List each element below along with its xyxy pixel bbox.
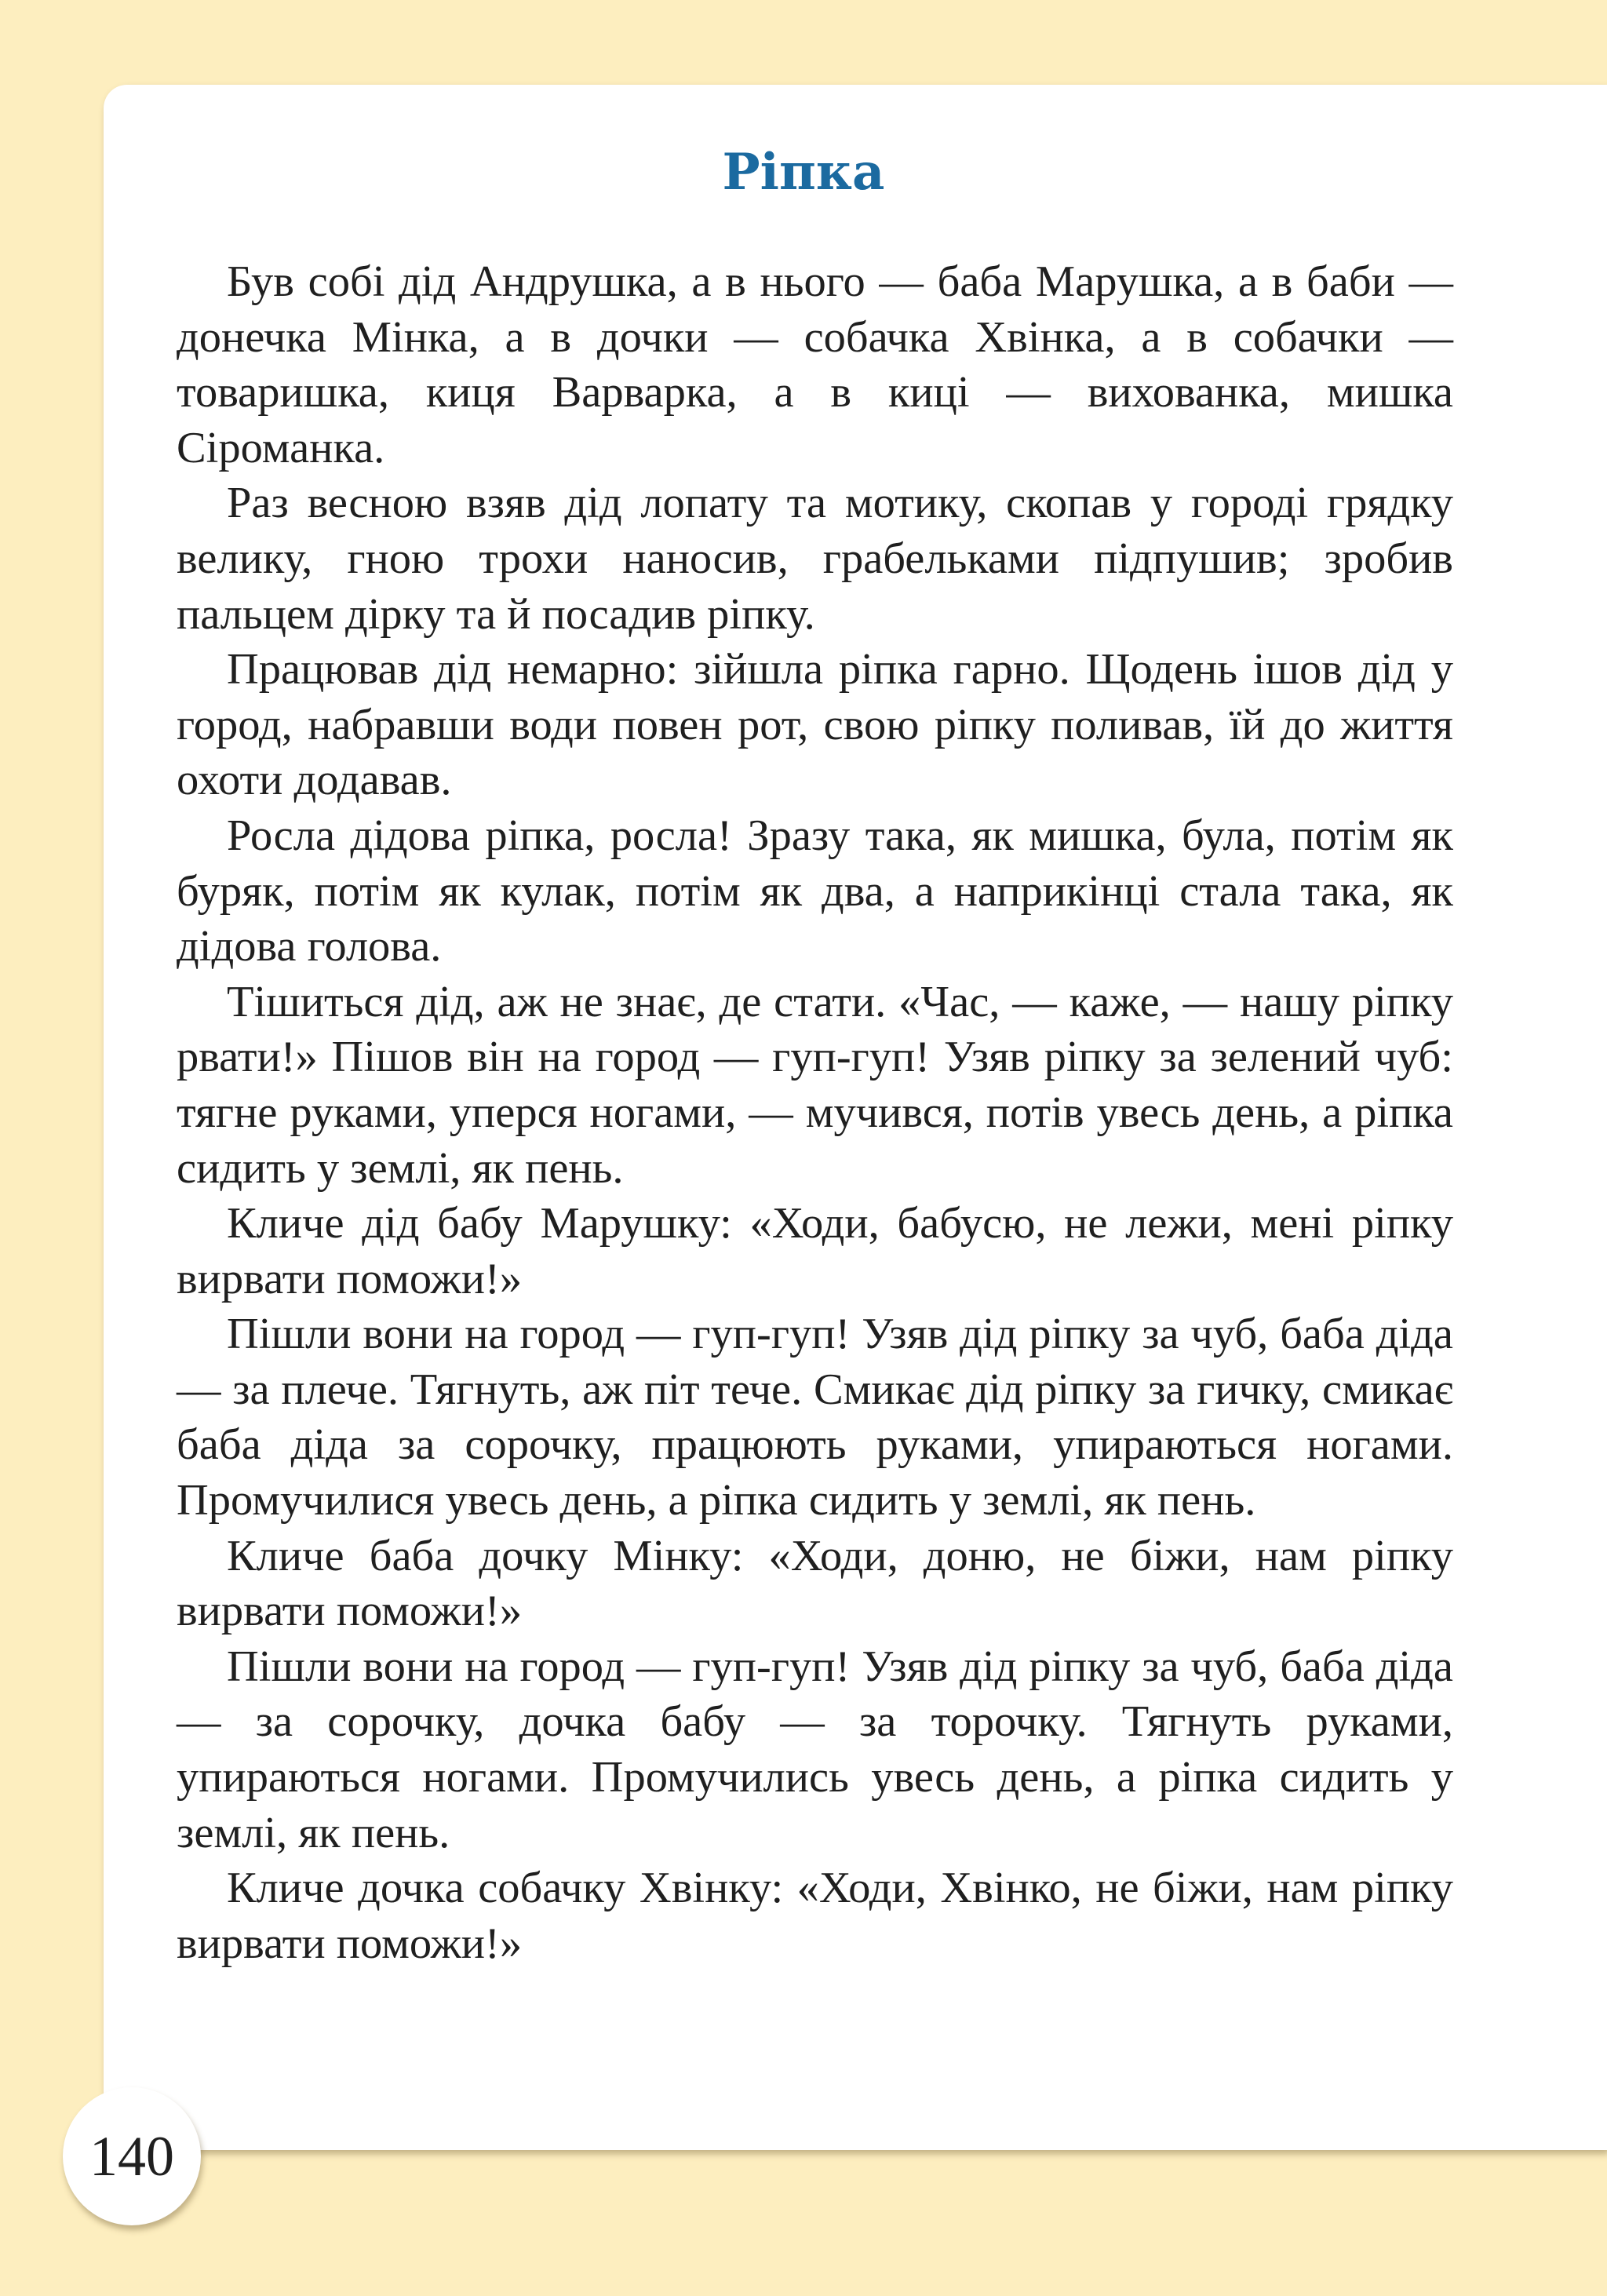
paragraph: Був собі дід Андрушка, а в нього — баба Марушка, а в баби — донечка Мінка, а в дочки — собачка Хвінка, а в собачки — товаришка, киця Варварка, а в киці — вихованка, мишка Сіроманка.: [177, 257, 1453, 472]
paragraph: Кличе дочка собачку Хвінку: «Ходи, Хвінко, не біжи, нам ріпку вирвати поможи!»: [177, 1864, 1453, 1968]
page-number: 140: [63, 2087, 201, 2225]
story-text: [177, 254, 1453, 1971]
paragraph: Тішиться дід, аж не знає, де стати. «Час, — каже, — нашу ріпку рвати!» Пішов він на город — гуп-гуп! Узяв ріпку за зелений чуб: тягне руками, уперся ногами, — мучився, потів увесь день, а ріпка сидить у землі, як пень.: [177, 977, 1453, 1193]
paragraph: Кличе дід бабу Марушку: «Ходи, бабусю, не лежи, мені ріпку вирвати поможи!»: [177, 1199, 1453, 1303]
paragraph: Раз весною взяв дід лопату та мотику, скопав у городі грядку велику, гною трохи наносив, грабельками підпушив; зробив пальцем дірку та й посадив ріпку.: [177, 479, 1453, 639]
paragraph: Кличе баба дочку Мінку: «Ходи, доню, не біжи, нам ріпку вирвати поможи!»: [177, 1531, 1453, 1636]
paragraph: Працював дід немарно: зійшла ріпка гарно. Щодень ішов дід у город, набравши води повен рот, свою ріпку поливав, їй до життя охоти додавав.: [177, 645, 1453, 805]
paragraph: Пішли вони на город — гуп-гуп! Узяв дід ріпку за чуб, баба діда — за плече. Тягнуть, аж піт тече. Смикає дід ріпку за гичку, смикає баба діда за сорочку, працюють руками, упираються ногами. Промучилися увесь день, а ріпка сидить у землі, як пень.: [177, 1310, 1453, 1525]
page-title: Ріпка: [722, 143, 885, 202]
paragraph: Пішли вони на город — гуп-гуп! Узяв дід ріпку за чуб, баба діда — за сорочку, дочка бабу — за торочку. Тягнуть руками, упираються ногами. Промучились увесь день, а ріпка сидить у землі, як пень.: [177, 1642, 1453, 1857]
paragraph: Росла дідова ріпка, росла! Зразу така, як мишка, була, потім як буряк, потім як кулак, потім як два, а наприкінці стала така, як дідова голова.: [177, 811, 1453, 971]
